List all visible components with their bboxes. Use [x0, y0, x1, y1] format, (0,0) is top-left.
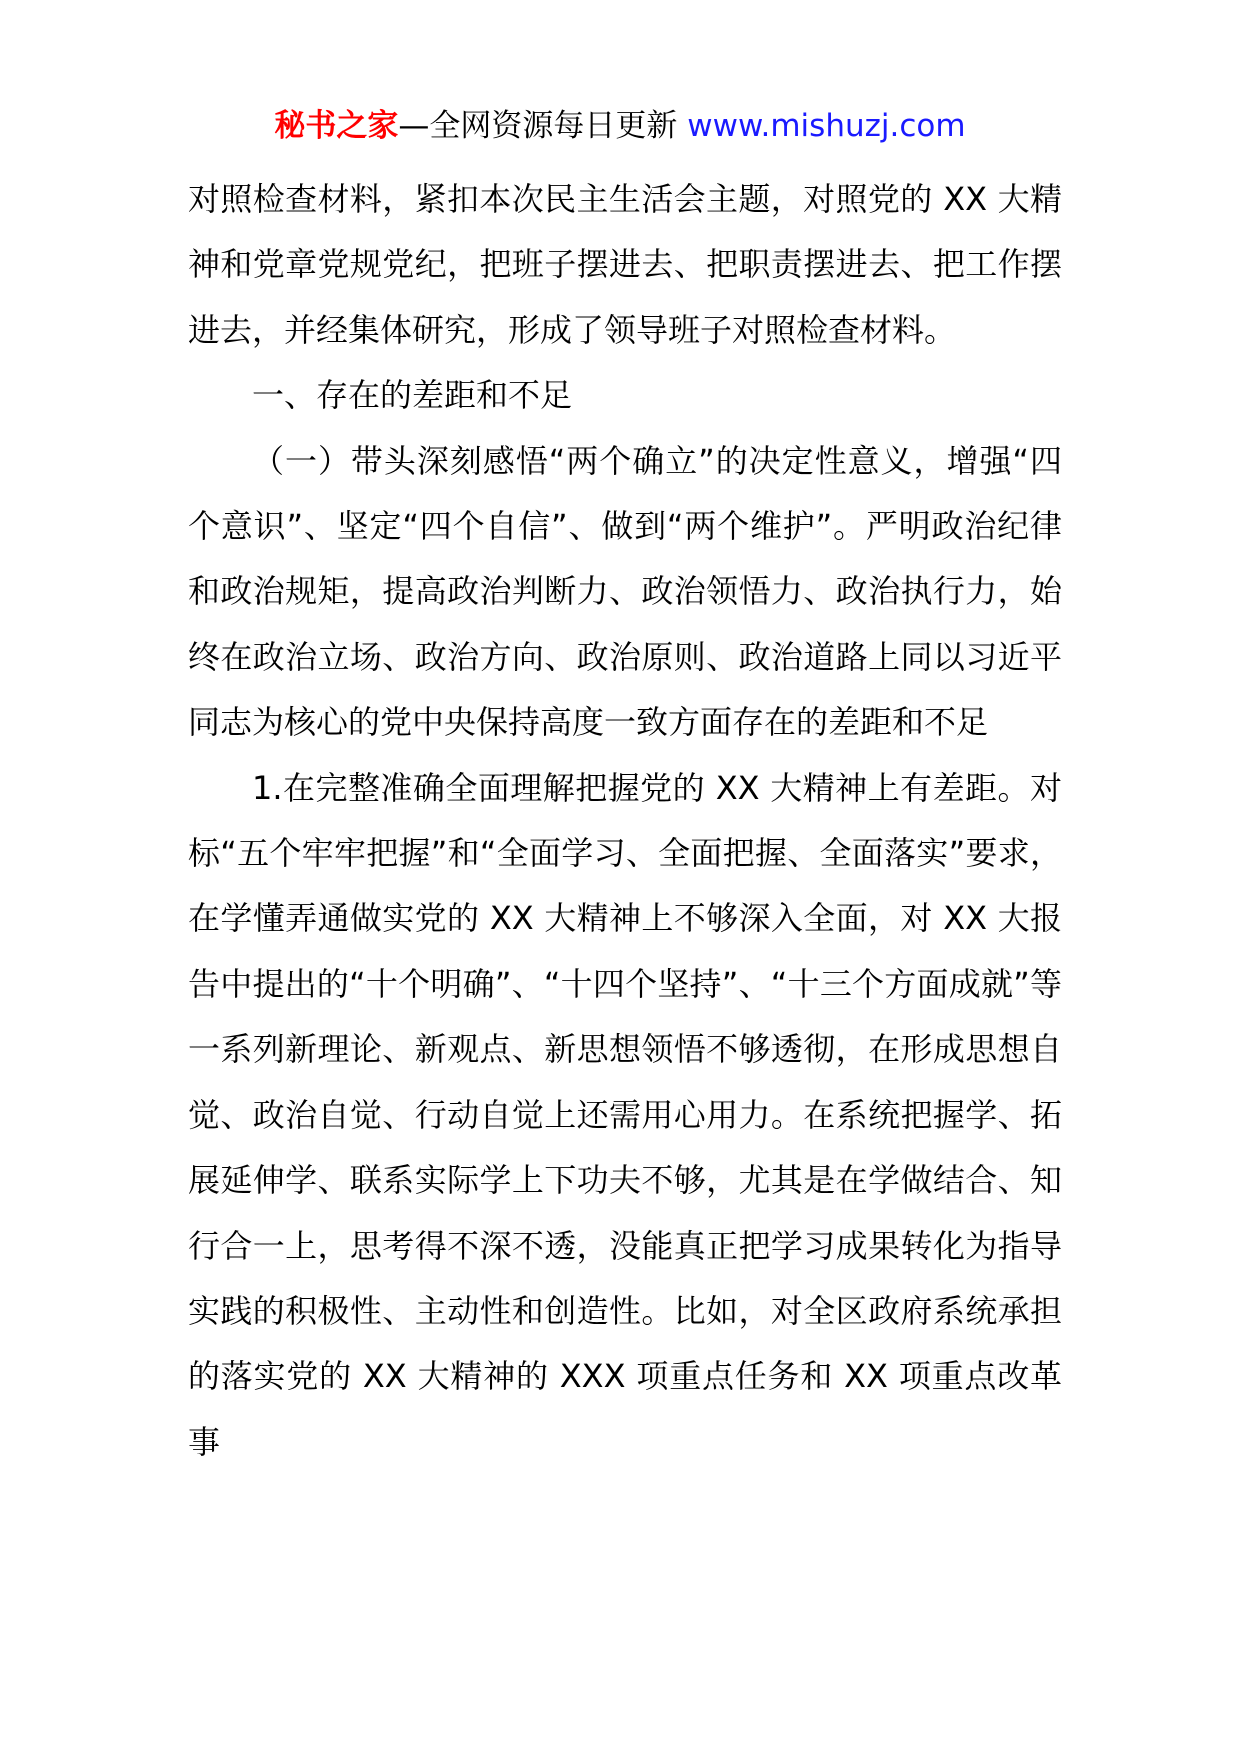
header-slogan: —全网资源每日更新: [398, 108, 688, 144]
intro-paragraph: 对照检查材料，紧扣本次民主生活会主题，对照党的 XX 大精神和党章党规党纪，把班子摆进去、把职责摆进去、把工作摆进去，并经集体研究，形成了领导班子对照检查材料。: [188, 180, 1062, 349]
brand-name: 秘书之家: [274, 108, 399, 144]
document-body: [188, 167, 1062, 1475]
section-heading: 一、存在的差距和不足: [252, 376, 573, 415]
site-url-link[interactable]: www.mishuzj.com: [687, 108, 966, 144]
subsection-heading: （一）带头深刻感悟“两个确立”的决定性意义，增强“四个意识”、坚定“四个自信”、做到“两个维护”。严明政治纪律和政治规矩，提高政治判断力、政治领悟力、政治执行力，始终在政治立场、政治方向、政治原则、政治道路上同以习近平同志为核心的党中央保持高度一致方面存在的差距和不足: [188, 441, 1062, 742]
item-paragraph: 1.在完整准确全面理解把握党的 XX 大精神上有差距。对标“五个牢牢把握”和“全面学习、全面把握、全面落实”要求，在学懂弄通做实党的 XX 大精神上不够深入全面，对 XX 大报告中提出的“十个明确”、“十四个坚持”、“十三个方面成就”等一系列新理论、新观点、新思想领悟不够透彻，在形成思想自觉、政治自觉、行动自觉上还需用心用力。在系统把握学、拓展延伸学、联系实际学上下功夫不够，尤其是在学做结合、知行合一上，思考得不深不透，没能真正把学习成果转化为指导实践的积极性、主动性和创造性。比如，对全区政府系统承担的落实党的 XX 大精神的 XXX 项重点任务和 XX 项重点改革事: [188, 768, 1062, 1461]
page-header: [0, 104, 1240, 148]
